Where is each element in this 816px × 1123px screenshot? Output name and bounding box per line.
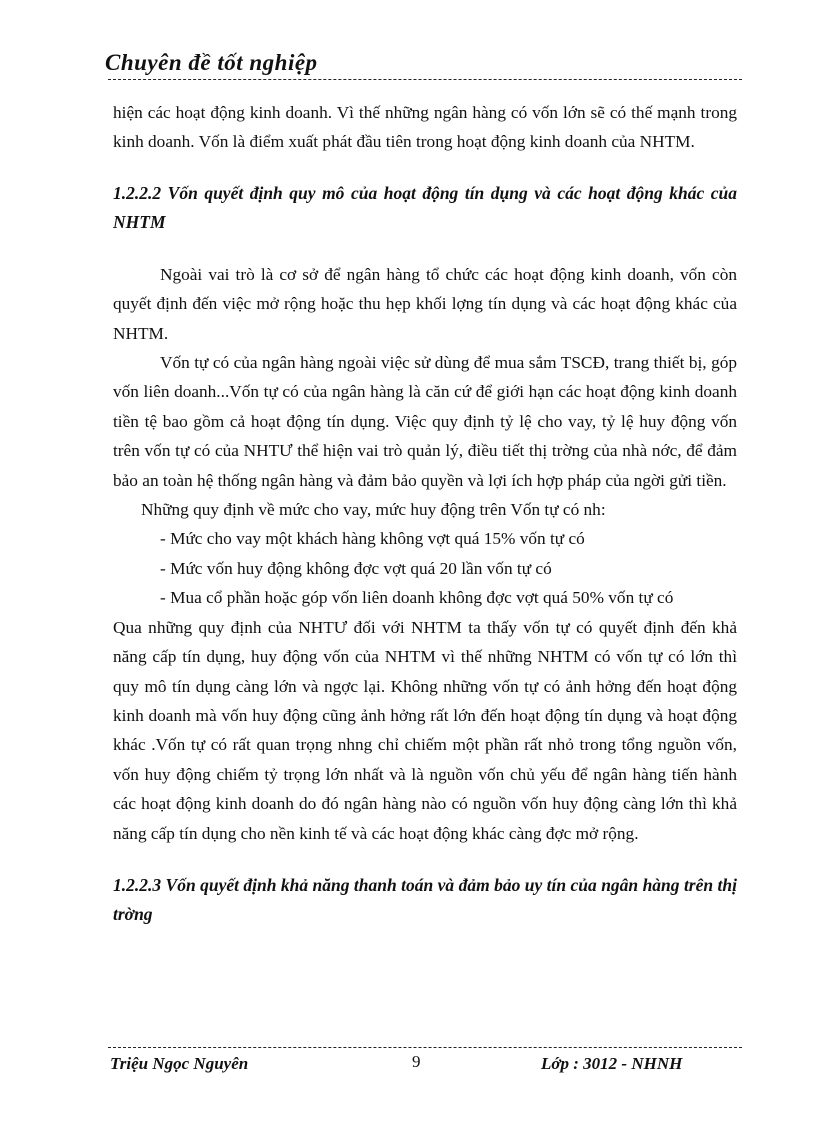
list-item-lending-limit: - Mức cho vay một khách hàng không vợt quá 15% vốn tự có bbox=[160, 529, 585, 549]
paragraph-equity-capital: Vốn tự có của ngân hàng ngoài việc sử dùng để mua sắm TSCĐ, trang thiết bị, góp vốn liên doanh...Vốn tự có của ngân hàng là căn cứ để giới hạn các hoạt động kinh doanh tiền tệ bao gồm cả hoạt động tín dụng. Việc quy định tỷ lệ cho vay, tỷ lệ huy động vốn trên vốn tự có của NHTƯ thể hiện vai trò quản lý, điều tiết thị trờng của nhà nớc, để đảm bảo an toàn hệ thống ngân hàng và đảm bảo quyền và lợi ích hợp pháp của ngời gửi tiền. bbox=[113, 353, 737, 490]
section-heading-1-2-2-3: 1.2.2.3 Vốn quyết định khả năng thanh toán và đảm bảo uy tín của ngân hàng trên thị trờng bbox=[113, 874, 737, 924]
header-title: Chuyên đề tốt nghiệp bbox=[105, 50, 318, 75]
footer-class-label: Lớp : 3012 - NHNH bbox=[541, 1054, 683, 1073]
page-number: 9 bbox=[412, 1052, 421, 1071]
footer-author: Triệu Ngọc Nguyên bbox=[110, 1054, 249, 1073]
document-body bbox=[113, 98, 737, 929]
paragraph-role-of-capital: Ngoài vai trò là cơ sở để ngân hàng tổ chức các hoạt động kinh doanh, vốn còn quyết định đến việc mở rộng hoặc thu hẹp khối lợng tín dụng và các hoạt động khác của NHTM. bbox=[113, 264, 737, 343]
paragraph-conclusion: Qua những quy định của NHTƯ đối với NHTM ta thấy vốn tự có quyết định đến khả năng cấp tín dụng, huy động vốn của NHTM vì thế những NHTM có vốn tự có lớn thì quy mô tín dụng càng lớn và ngợc lại. Không những vốn tự có ảnh hởng đến hoạt động kinh doanh mà vốn huy động cũng ảnh hởng rất lớn đến hoạt động tín dụng và hoạt động khác .Vốn tự có rất quan trọng nhng chỉ chiếm một phần rất nhỏ trong tổng nguồn vốn, vốn huy động chiếm tỷ trọng lớn nhất và là nguồn vốn chủ yếu để ngân hàng tiến hành các hoạt động kinh doanh do đó ngân hàng nào có nguồn vốn huy động càng lớn thì khả năng cấp tín dụng cho nền kinh tế và các hoạt động khác càng đợc mở rộng. bbox=[113, 617, 737, 843]
header-divider bbox=[108, 79, 742, 80]
paragraph-continuation: hiện các hoạt động kinh doanh. Vì thế những ngân hàng có vốn lớn sẽ có thế mạnh trong kinh doanh. Vốn là điểm xuất phát đầu tiên trong hoạt động kinh doanh của NHTM. bbox=[113, 103, 737, 152]
list-item-mobilization-limit: - Mức vốn huy động không đợc vợt quá 20 lần vốn tự có bbox=[160, 558, 552, 578]
footer-divider bbox=[108, 1047, 742, 1048]
list-item-investment-limit: - Mua cổ phần hoặc góp vốn liên doanh không đợc vợt quá 50% vốn tự có bbox=[160, 588, 674, 608]
section-heading-1-2-2-2: 1.2.2.2 Vốn quyết định quy mô của hoạt động tín dụng và các hoạt động khác của NHTM bbox=[113, 182, 737, 232]
list-intro: Những quy định về mức cho vay, mức huy động trên Vốn tự có nh: bbox=[141, 500, 606, 520]
